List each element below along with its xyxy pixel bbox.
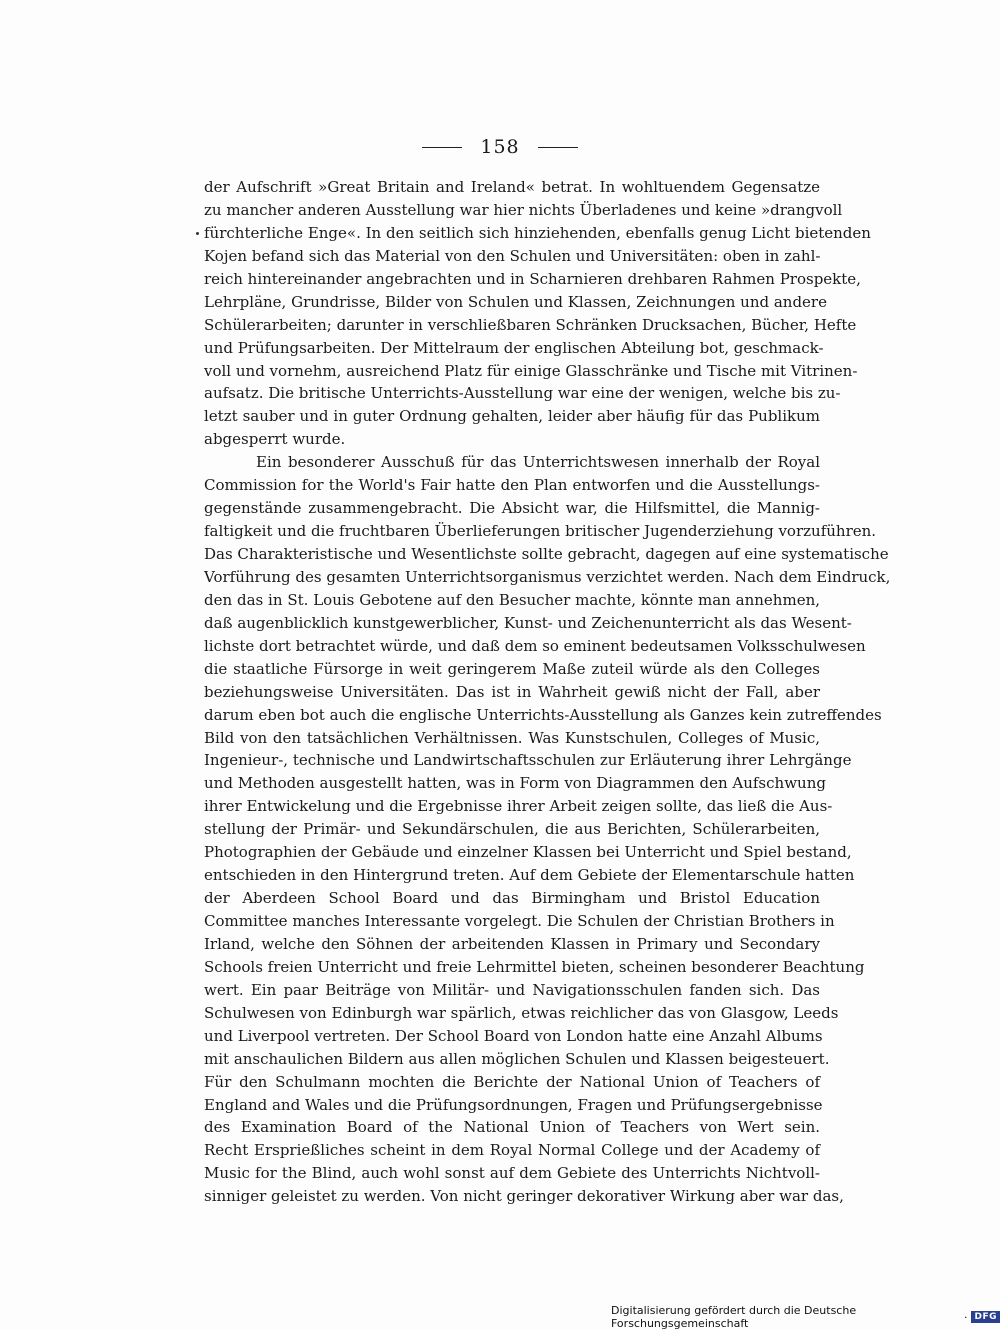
text-line: faltigkeit und die fruchtbaren Überlieferungen britischer Jugenderziehung vorzuführen. xyxy=(204,522,877,541)
text-line: Bild von den tatsächlichen Verhältnissen. Was Kunstschulen, Colleges of Music, xyxy=(204,728,820,747)
text-line: Music for the Blind, auch wohl sonst auf dem Gebiete des Unterrichts Nichtvoll- xyxy=(204,1164,820,1183)
text-line: Photographien der Gebäude und einzelner Klassen bei Unterricht und Spiel bestand, xyxy=(204,843,852,862)
footer-separator: · xyxy=(963,1310,968,1324)
text-line: fürchterliche Enge«. In den seitlich sich hinziehenden, ebenfalls genug Licht bietenden xyxy=(204,223,871,242)
text-line: zu mancher anderen Ausstellung war hier nichts Überladenes und keine »drangvoll xyxy=(204,200,843,219)
text-line: Recht Ersprießliches scheint in dem Royal Normal College und der Academy of xyxy=(204,1141,820,1160)
text-line: Ein besonderer Ausschuß für das Unterrichtswesen innerhalb der Royal xyxy=(256,453,820,472)
text-line: Commission for the World's Fair hatte den Plan entworfen und die Ausstellungs- xyxy=(204,476,820,495)
body-text xyxy=(204,176,891,1208)
text-line: abgesperrt wurde. xyxy=(204,430,346,449)
footer-text: Digitalisierung gefördert durch die Deutsche Forschungsgemeinschaft xyxy=(611,1304,857,1330)
text-line: letzt sauber und in guter Ordnung gehalten, leider aber häufig für das Publikum xyxy=(204,407,820,426)
text-line: und Prüfungsarbeiten. Der Mittelraum der englischen Abteilung bot, geschmack- xyxy=(204,338,824,357)
text-line: lichste dort betrachtet würde, und daß dem so eminent bedeutsamen Volksschulwesen xyxy=(204,636,866,655)
text-line: Schülerarbeiten; darunter in verschließbaren Schränken Drucksachen, Bücher, Hefte xyxy=(204,315,857,334)
text-line: Für den Schulmann mochten die Berichte der National Union of Teachers of xyxy=(204,1072,820,1091)
text-line: stellung der Primär- und Sekundärschulen, die aus Berichten, Schülerarbeiten, xyxy=(204,820,820,839)
text-line: der Aufschrift »Great Britain and Ireland« betrat. In wohltuendem Gegensatze xyxy=(204,178,820,196)
text-line: aufsatz. Die britische Unterrichts-Ausstellung war eine der wenigen, welche bis zu- xyxy=(204,384,841,403)
text-line: die staatliche Fürsorge in weit geringerem Maße zuteil würde als den Colleges xyxy=(204,659,820,678)
text-line: entschieden in den Hintergrund treten. Auf dem Gebiete der Elementarschule hatten xyxy=(204,866,855,885)
text-line: den das in St. Louis Gebotene auf den Besucher machte, könnte man annehmen, xyxy=(204,590,820,609)
text-line: sinniger geleistet zu werden. Von nicht geringer dekorativer Wirkung aber war das, xyxy=(204,1187,844,1206)
text-line: Lehrpläne, Grundrisse, Bilder von Schulen und Klassen, Zeichnungen und andere xyxy=(204,292,827,311)
text-line: Vorführung des gesamten Unterrichtsorganismus verzichtet werden. Nach dem Eindruck, xyxy=(204,567,891,586)
text-line: Schulwesen von Edinburgh war spärlich, etwas reichlicher das von Glasgow, Leeds xyxy=(204,1003,839,1022)
text-line: reich hintereinander angebrachten und in Scharnieren drehbaren Rahmen Prospekte, xyxy=(204,269,861,288)
text-line: voll und vornehm, ausreichend Platz für einige Glasschränke und Tische mit Vitrinen- xyxy=(204,361,858,380)
text-line: Kojen befand sich das Material von den Schulen und Universitäten: oben in zahl- xyxy=(204,246,821,265)
text-line: darum eben bot auch die englische Unterrichts-Ausstellung als Ganzes kein zutreffendes xyxy=(204,705,882,724)
text-line: mit anschaulichen Bildern aus allen möglichen Schulen und Klassen beigesteuert. xyxy=(204,1049,830,1068)
text-line: Committee manches Interessante vorgelegt. Die Schulen der Christian Brothers in xyxy=(204,912,835,930)
header-rule-left xyxy=(422,147,462,148)
text-line: beziehungsweise Universitäten. Das ist in Wahrheit gewiß nicht der Fall, aber xyxy=(204,682,820,701)
dfg-logo: DFG xyxy=(971,1311,1000,1323)
text-line: Das Charakteristische und Wesentlichste sollte gebracht, dagegen auf eine systematische xyxy=(204,545,889,563)
page-header xyxy=(0,136,1000,158)
text-line: Irland, welche den Söhnen der arbeitenden Klassen in Primary und Secondary xyxy=(204,934,820,953)
text-line: des Examination Board of the National Union of Teachers von Wert sein. xyxy=(204,1118,820,1137)
text-line: und Liverpool vertreten. Der School Board von London hatte eine Anzahl Albums xyxy=(204,1026,823,1045)
text-line: Schools freien Unterricht und freie Lehrmittel bieten, scheinen besonderer Beachtung xyxy=(204,957,865,976)
text-line: wert. Ein paar Beiträge von Militär- und Navigationsschulen fanden sich. Das xyxy=(204,980,820,999)
text-line: Ingenieur-, technische und Landwirtschaftsschulen zur Erläuterung ihrer Lehrgänge xyxy=(204,751,852,770)
text-line: ihrer Entwickelung und die Ergebnisse ihrer Arbeit zeigen sollte, das ließ die Aus- xyxy=(204,797,833,816)
page-number: 158 xyxy=(480,136,520,158)
text-line: daß augenblicklich kunstgewerblicher, Kunst- und Zeichenunterricht als das Wesent- xyxy=(204,613,852,632)
digitization-footer xyxy=(611,1304,1000,1330)
text-line: der Aberdeen School Board und das Birmingham und Bristol Education xyxy=(204,889,820,908)
text-line: und Methoden ausgestellt hatten, was in Form von Diagrammen den Aufschwung xyxy=(204,774,826,793)
margin-mark xyxy=(196,232,199,235)
text-line: gegenstände zusammengebracht. Die Absicht war, die Hilfsmittel, die Mannig- xyxy=(204,499,820,518)
text-line: England and Wales und die Prüfungsordnungen, Fragen und Prüfungsergebnisse xyxy=(204,1095,823,1114)
header-rule-right xyxy=(538,147,578,148)
